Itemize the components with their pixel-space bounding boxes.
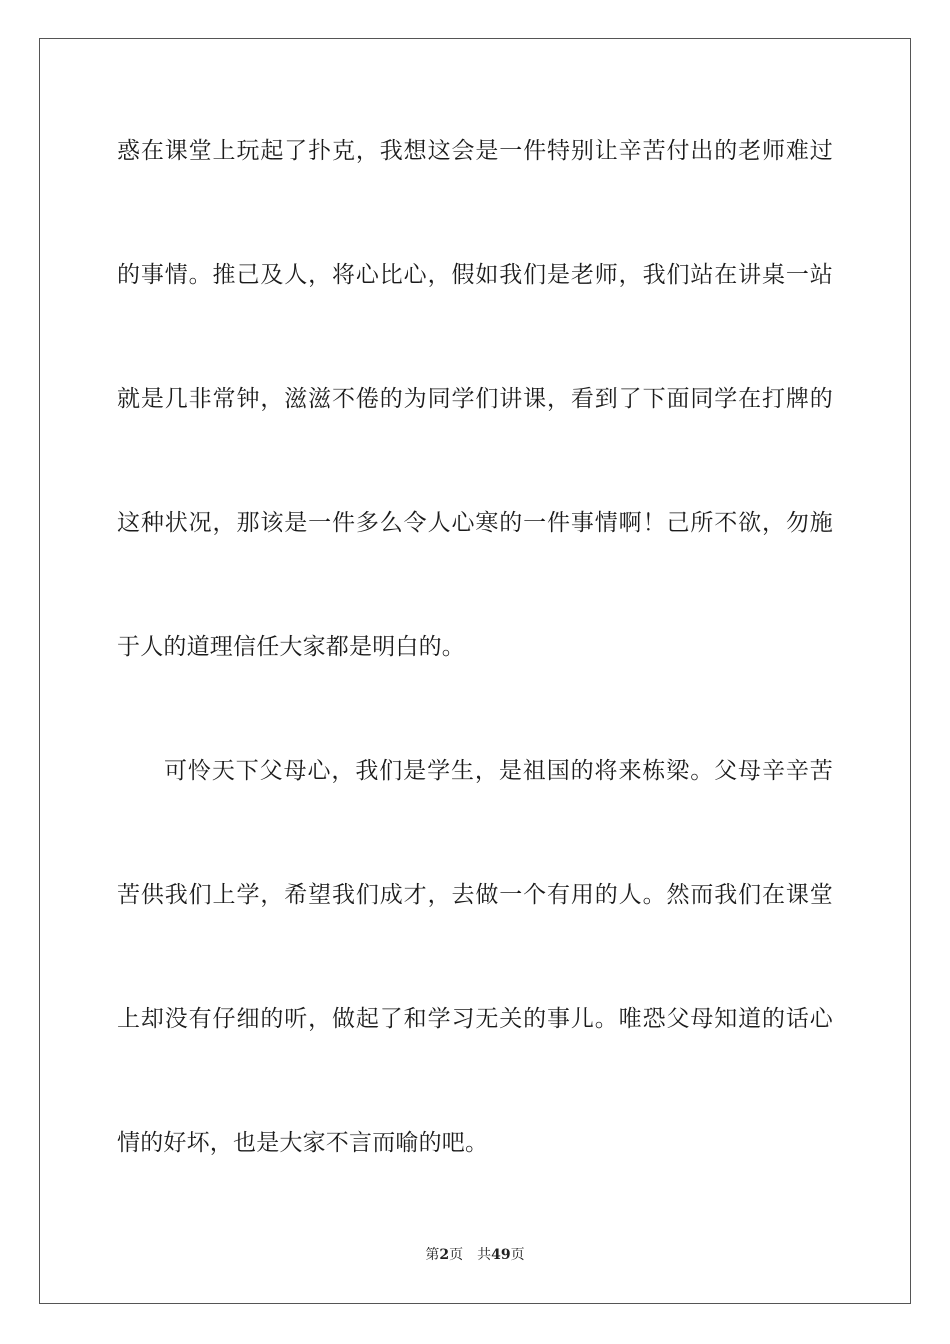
- paragraph-line: 就是几非常钟，滋滋不倦的为同学们讲课，看到了下面同学在打牌的: [117, 386, 833, 412]
- total-pages: 49: [491, 1247, 511, 1263]
- paragraph-line: 惑在课堂上玩起了扑克，我想这会是一件特别让辛苦付出的老师难过: [117, 138, 833, 164]
- paragraph-line: 上却没有仔细的听，做起了和学习无关的事儿。唯恐父母知道的话心: [117, 1006, 833, 1032]
- page-border: [39, 38, 911, 1304]
- page-prefix: 第: [425, 1247, 440, 1263]
- paragraph-line: 的事情。推己及人，将心比心，假如我们是老师，我们站在讲桌一站: [117, 262, 833, 288]
- page-footer: [0, 1246, 950, 1264]
- page-suffix: 页: [449, 1247, 464, 1263]
- page-number: 2: [439, 1247, 450, 1263]
- paragraph-line: 可怜天下父母心，我们是学生，是祖国的将来栋梁。父母辛辛苦: [164, 758, 833, 784]
- paragraph-line: 这种状况，那该是一件多么令人心寒的一件事情啊！己所不欲，勿施: [117, 510, 833, 536]
- paragraph-line: 情的好坏，也是大家不言而喻的吧。: [117, 1130, 489, 1156]
- total-prefix: 共: [477, 1247, 492, 1263]
- total-suffix: 页: [510, 1247, 525, 1263]
- paragraph-line: 苦供我们上学，希望我们成才，去做一个有用的人。然而我们在课堂: [117, 882, 833, 908]
- paragraph-line: 于人的道理信任大家都是明白的。: [117, 634, 465, 660]
